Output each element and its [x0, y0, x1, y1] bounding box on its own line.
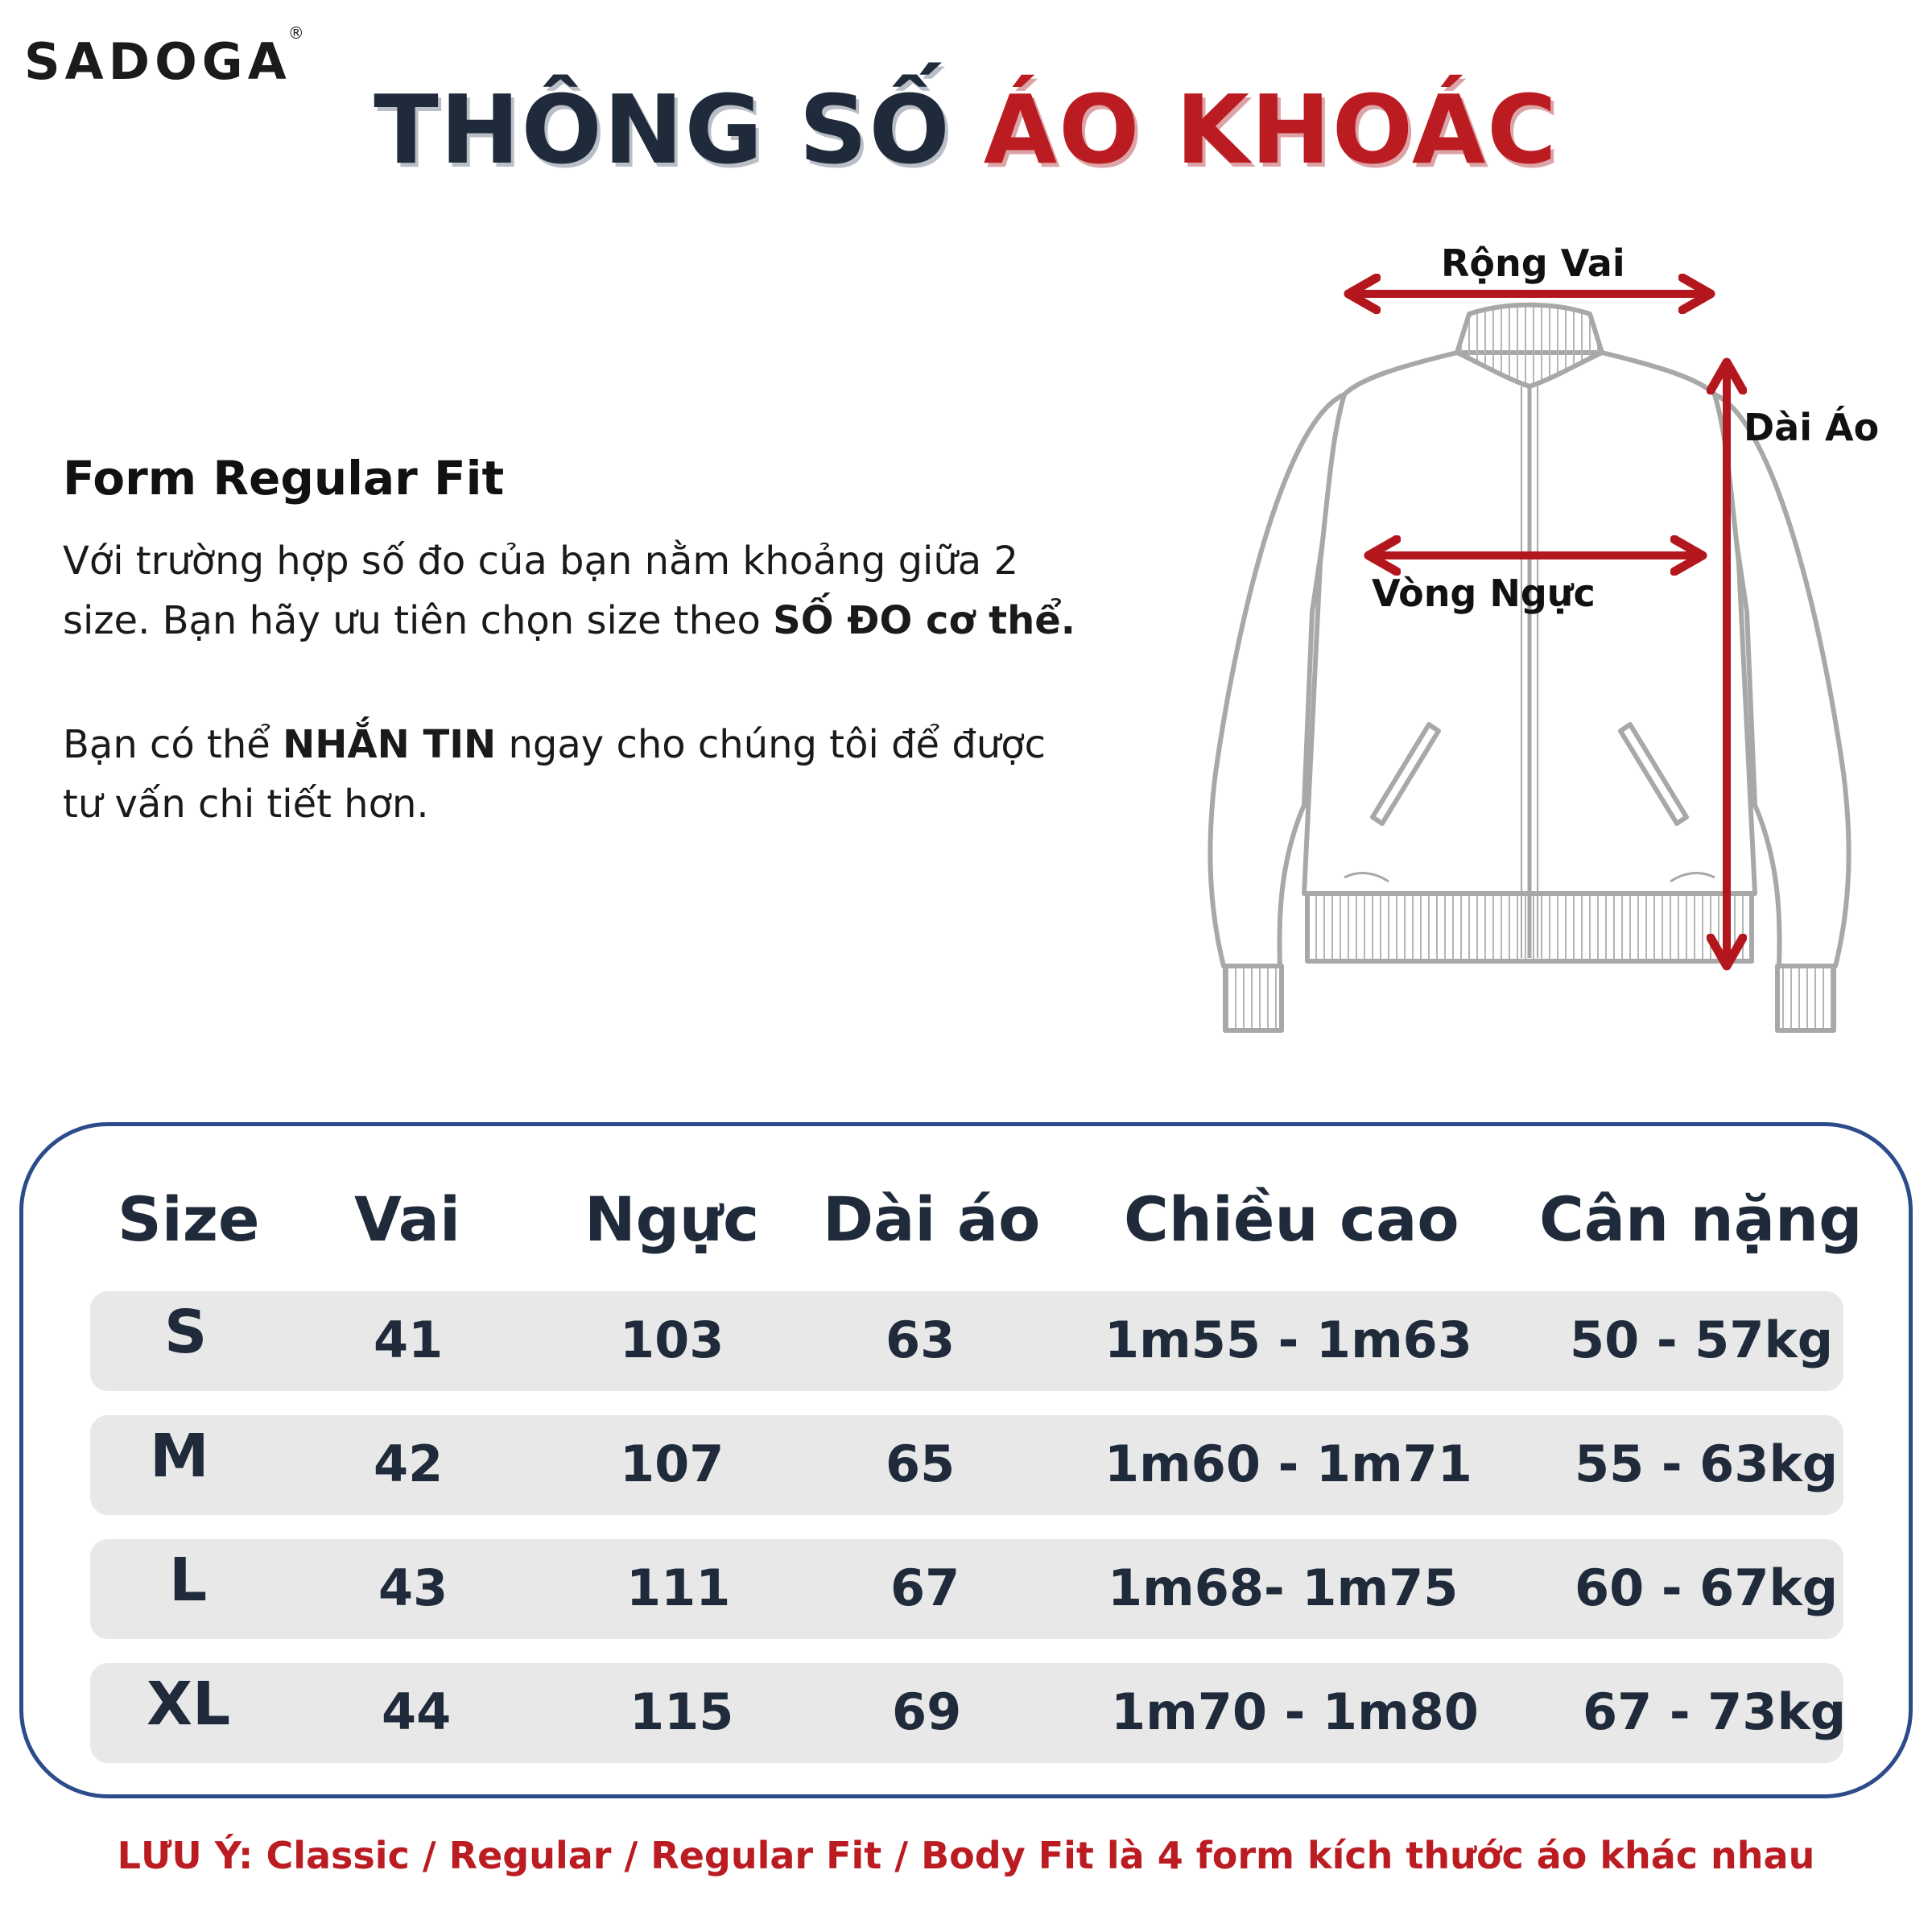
advice-paragraph — [63, 531, 1077, 650]
cell-length: 65 — [886, 1435, 956, 1493]
cell-shoulder: 43 — [378, 1558, 448, 1617]
header-chest: Ngực — [584, 1183, 760, 1255]
cell-size: S — [164, 1298, 208, 1367]
header-shoulder: Vai — [354, 1183, 460, 1255]
brand-name: SADOGA — [24, 32, 291, 91]
cell-height: 1m68- 1m75 — [1108, 1558, 1459, 1617]
cell-length: 67 — [890, 1558, 960, 1617]
advice-text: Với trường hợp số đo của bạn nằm khoảng giữa 2 size. Bạn hãy ưu tiên chọn size theo — [63, 539, 1019, 643]
cell-size: XL — [147, 1670, 231, 1739]
header-size: Size — [118, 1183, 260, 1255]
cell-weight: 67 - 73kg — [1583, 1682, 1847, 1741]
header-length: Dài áo — [823, 1183, 1041, 1255]
cell-weight: 55 - 63kg — [1575, 1435, 1839, 1493]
cell-height: 1m70 - 1m80 — [1111, 1682, 1479, 1741]
shoulder-label: Rộng Vai — [1441, 242, 1625, 285]
form-heading: Form Regular Fit — [63, 451, 505, 506]
advice-bold: SỐ ĐO cơ thể. — [773, 598, 1076, 643]
cell-size: L — [169, 1546, 208, 1615]
contact-text-before: Bạn có thể — [63, 722, 283, 767]
cell-chest: 103 — [620, 1311, 724, 1369]
title-part1: THÔNG SỐ — [374, 74, 952, 185]
table-row — [90, 1663, 1843, 1763]
jacket-diagram — [1191, 225, 1884, 1063]
cell-weight: 50 - 57kg — [1570, 1311, 1834, 1369]
cell-height: 1m60 - 1m71 — [1104, 1435, 1472, 1493]
chest-label: Vòng Ngực — [1372, 572, 1596, 615]
cell-shoulder: 41 — [374, 1311, 444, 1369]
cell-chest: 111 — [626, 1558, 731, 1617]
length-label: Dài Áo — [1744, 406, 1880, 449]
form-note: LƯU Ý: Classic / Regular / Regular Fit / Body Fit là 4 form kích thước áo khác nhau — [117, 1834, 1815, 1877]
title-part2: ÁO KHOÁC — [983, 74, 1558, 185]
contact-bold: NHẮN TIN — [283, 722, 497, 767]
cell-size: M — [150, 1422, 209, 1491]
cell-length: 69 — [892, 1682, 962, 1741]
cell-height: 1m55 - 1m63 — [1104, 1311, 1472, 1369]
contact-paragraph — [63, 715, 1077, 834]
cell-chest: 115 — [630, 1682, 734, 1741]
registered-mark: ® — [287, 23, 309, 43]
contact-text-after: ngay cho chúng tôi để được tư vấn chi tiết hơn. — [63, 722, 1046, 827]
cell-weight: 60 - 67kg — [1575, 1558, 1839, 1617]
cell-length: 63 — [886, 1311, 956, 1369]
cell-shoulder: 44 — [382, 1682, 452, 1741]
page-title — [0, 74, 1932, 185]
cell-chest: 107 — [620, 1435, 724, 1493]
header-height: Chiều cao — [1124, 1183, 1459, 1255]
cell-shoulder: 42 — [374, 1435, 444, 1493]
header-weight: Cân nặng — [1539, 1183, 1863, 1255]
